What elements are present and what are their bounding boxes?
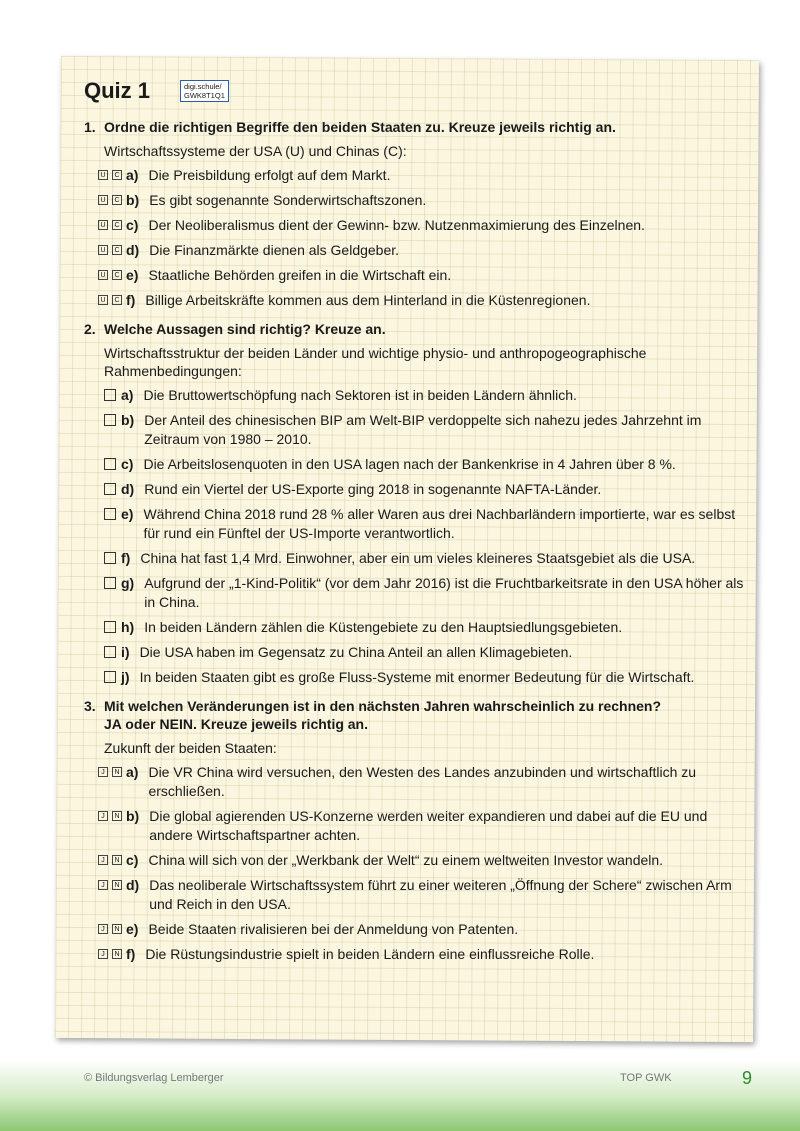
list-item [104, 574, 744, 612]
checkbox[interactable] [104, 646, 116, 658]
item-letter: f) [126, 946, 136, 962]
title-row [84, 76, 744, 106]
item-text: Die VR China wird versuchen, den Westen des Landes anzubinden und wirtschaftlich zu erschließen. [148, 764, 697, 799]
item-letter: h) [121, 619, 135, 635]
item-text: China will sich von der „Werkbank der Welt“ zu einem weltweiten Investor wandeln. [148, 852, 664, 868]
item-text: Der Neoliberalismus dient der Gewinn- bzw. Nutzenmaximierung des Einzelnen. [148, 217, 645, 233]
list-item [98, 807, 744, 845]
item-text: In beiden Ländern zählen die Küstengebiete zu den Hauptsiedlungsgebieten. [144, 619, 623, 635]
list-item [104, 549, 744, 568]
list-item [104, 386, 744, 405]
checkbox-j[interactable]: J [98, 767, 108, 777]
page-title: Quiz 1 [84, 78, 151, 103]
item-text: Die Rüstungsindustrie spielt in beiden Ländern eine einflussreiche Rolle. [145, 946, 595, 962]
checkbox[interactable] [104, 552, 116, 564]
checkbox-u[interactable]: U [98, 195, 108, 205]
item-letter: b) [126, 808, 140, 824]
checkbox[interactable] [104, 483, 116, 495]
checkbox-n[interactable]: N [112, 880, 122, 890]
item-letter: i) [121, 644, 130, 660]
item-letter: a) [126, 167, 139, 183]
question-3-heading [84, 697, 744, 733]
item-text: Billige Arbeitskräfte kommen aus dem Hinterland in die Küstenregionen. [145, 292, 591, 308]
item-letter: e) [126, 921, 139, 937]
digi-schule-code[interactable] [180, 80, 229, 102]
question-number: 1. [84, 119, 96, 135]
item-text: Während China 2018 rund 28 % aller Waren aus drei Nachbarländern importierte, war es selbst für rund ein Fünftel der US-Importe verantwortlich. [143, 506, 736, 541]
item-letter: e) [121, 506, 134, 522]
list-item [98, 216, 744, 235]
list-item [98, 945, 744, 964]
item-letter: c) [126, 852, 139, 868]
item-text: Die Arbeitslosenquoten in den USA lagen nach der Bankenkrise in 4 Jahren über 8 %. [143, 456, 676, 472]
checkbox[interactable] [104, 671, 116, 683]
checkbox[interactable] [104, 389, 116, 401]
question-prompt: Mit welchen Veränderungen ist in den nächsten Jahren wahrscheinlich zu rechnen? JA oder NEIN. Kreuze jeweils richtig an. [104, 698, 662, 732]
item-letter: b) [126, 192, 140, 208]
question-number: 3. [84, 698, 96, 714]
item-text: Die global agierenden US-Konzerne werden weiter expandieren und dabei auf die EU und andere Wirtschaftspartner achten. [149, 808, 708, 843]
item-text: Die Bruttowertschöpfung nach Sektoren ist in beiden Ländern ähnlich. [143, 387, 577, 403]
list-item [104, 455, 744, 474]
item-letter: a) [126, 764, 139, 780]
question-prompt: Ordne die richtigen Begriffe den beiden Staaten zu. Kreuze jeweils richtig an. [104, 119, 616, 135]
item-text: Der Anteil des chinesischen BIP am Welt-BIP verdoppelte sich nahezu jedes Jahrzehnt im Zeitraum von 1980 – 2010. [144, 412, 702, 447]
item-letter: j) [121, 669, 130, 685]
question-2-heading [84, 320, 744, 338]
checkbox-c[interactable]: C [112, 245, 122, 255]
list-item [98, 920, 744, 939]
list-item [98, 266, 744, 285]
list-item [98, 851, 744, 870]
checkbox[interactable] [104, 508, 116, 520]
checkbox[interactable] [104, 577, 116, 589]
checkbox-u[interactable]: U [98, 220, 108, 230]
question-1-items [84, 166, 744, 310]
code-line-2: GWK8T1Q1 [184, 91, 225, 100]
list-item [104, 505, 744, 543]
checkbox-n[interactable]: N [112, 924, 122, 934]
checkbox-n[interactable]: N [112, 811, 122, 821]
item-letter: f) [121, 550, 131, 566]
item-text: Rund ein Viertel der US-Exporte ging 2018 in sogenannte NAFTA-Länder. [144, 481, 602, 497]
footer-copyright: © Bildungsverlag Lemberger [84, 1072, 224, 1084]
checkbox-j[interactable]: J [98, 949, 108, 959]
item-text: Aufgrund der „1-Kind-Politik“ (vor dem Jahr 2016) ist die Fruchtbarkeitsrate in den USA höher als in China. [144, 575, 744, 610]
item-text: Staatliche Behörden greifen in die Wirtschaft ein. [148, 267, 452, 283]
checkbox-j[interactable]: J [98, 811, 108, 821]
checkbox[interactable] [104, 621, 116, 633]
list-item [98, 241, 744, 260]
list-item [104, 668, 744, 687]
item-letter: c) [121, 456, 134, 472]
checkbox-u[interactable]: U [98, 245, 108, 255]
question-3-items [84, 763, 744, 964]
checkbox-n[interactable]: N [112, 949, 122, 959]
list-item [104, 643, 744, 662]
checkbox-c[interactable]: C [112, 170, 122, 180]
question-2-items [84, 386, 744, 687]
list-item [98, 763, 744, 801]
checkbox-c[interactable]: C [112, 295, 122, 305]
item-text: Es gibt sogenannte Sonderwirtschaftszonen. [149, 192, 427, 208]
checkbox-c[interactable]: C [112, 270, 122, 280]
question-1-heading [84, 118, 744, 136]
item-text: Das neoliberale Wirtschaftssystem führt zu einer weiteren „Öffnung der Schere“ zwischen Arm und Reich in den USA. [149, 877, 732, 912]
checkbox-n[interactable]: N [112, 855, 122, 865]
question-3 [84, 697, 744, 964]
item-letter: d) [121, 481, 135, 497]
item-text: Die Finanzmärkte dienen als Geldgeber. [149, 242, 400, 258]
item-letter: g) [121, 575, 135, 591]
item-letter: d) [126, 242, 140, 258]
checkbox-u[interactable]: U [98, 170, 108, 180]
checkbox-j[interactable]: J [98, 855, 108, 865]
list-item [104, 618, 744, 637]
quiz-content [84, 76, 744, 974]
item-letter: b) [121, 412, 135, 428]
checkbox[interactable] [104, 414, 116, 426]
item-letter: c) [126, 217, 139, 233]
item-text: Die Preisbildung erfolgt auf dem Markt. [148, 167, 391, 183]
item-letter: f) [126, 292, 136, 308]
list-item [98, 166, 744, 185]
item-text: Beide Staaten rivalisieren bei der Anmeldung von Patenten. [148, 921, 519, 937]
list-item [98, 876, 744, 914]
item-text: Die USA haben im Gegensatz zu China Anteil an allen Klimagebieten. [139, 644, 573, 660]
footer-series: TOP GWK [620, 1072, 672, 1084]
question-subtitle: Wirtschaftssysteme der USA (U) und Chinas (C): [104, 143, 407, 159]
question-prompt: Welche Aussagen sind richtig? Kreuze an. [104, 321, 386, 337]
item-letter: e) [126, 267, 139, 283]
question-subtitle: Zukunft der beiden Staaten: [104, 740, 277, 756]
list-item [98, 191, 744, 210]
code-line-1: digi.schule/ [184, 82, 222, 91]
checkbox-n[interactable]: N [112, 767, 122, 777]
list-item [98, 291, 744, 310]
question-2 [84, 320, 744, 687]
list-item [104, 480, 744, 499]
checkbox-c[interactable]: C [112, 195, 122, 205]
checkbox-j[interactable]: J [98, 924, 108, 934]
item-text: In beiden Staaten gibt es große Fluss-Systeme mit enormer Bedeutung für die Wirtschaft. [139, 669, 695, 685]
question-1 [84, 118, 744, 310]
item-letter: d) [126, 877, 140, 893]
footer-band [0, 1060, 800, 1131]
checkbox-u[interactable]: U [98, 270, 108, 280]
question-number: 2. [84, 321, 96, 337]
list-item [104, 411, 744, 449]
item-letter: a) [121, 387, 134, 403]
checkbox-u[interactable]: U [98, 295, 108, 305]
question-subtitle: Wirtschaftsstruktur der beiden Länder und wichtige physio- und anthropogeographische Rahmenbedingungen: [104, 345, 647, 379]
item-text: China hat fast 1,4 Mrd. Einwohner, aber ein um vieles kleineres Staatsgebiet als die USA. [140, 550, 696, 566]
checkbox[interactable] [104, 458, 116, 470]
checkbox-c[interactable]: C [112, 220, 122, 230]
checkbox-j[interactable]: J [98, 880, 108, 890]
page-number: 9 [742, 1068, 753, 1088]
